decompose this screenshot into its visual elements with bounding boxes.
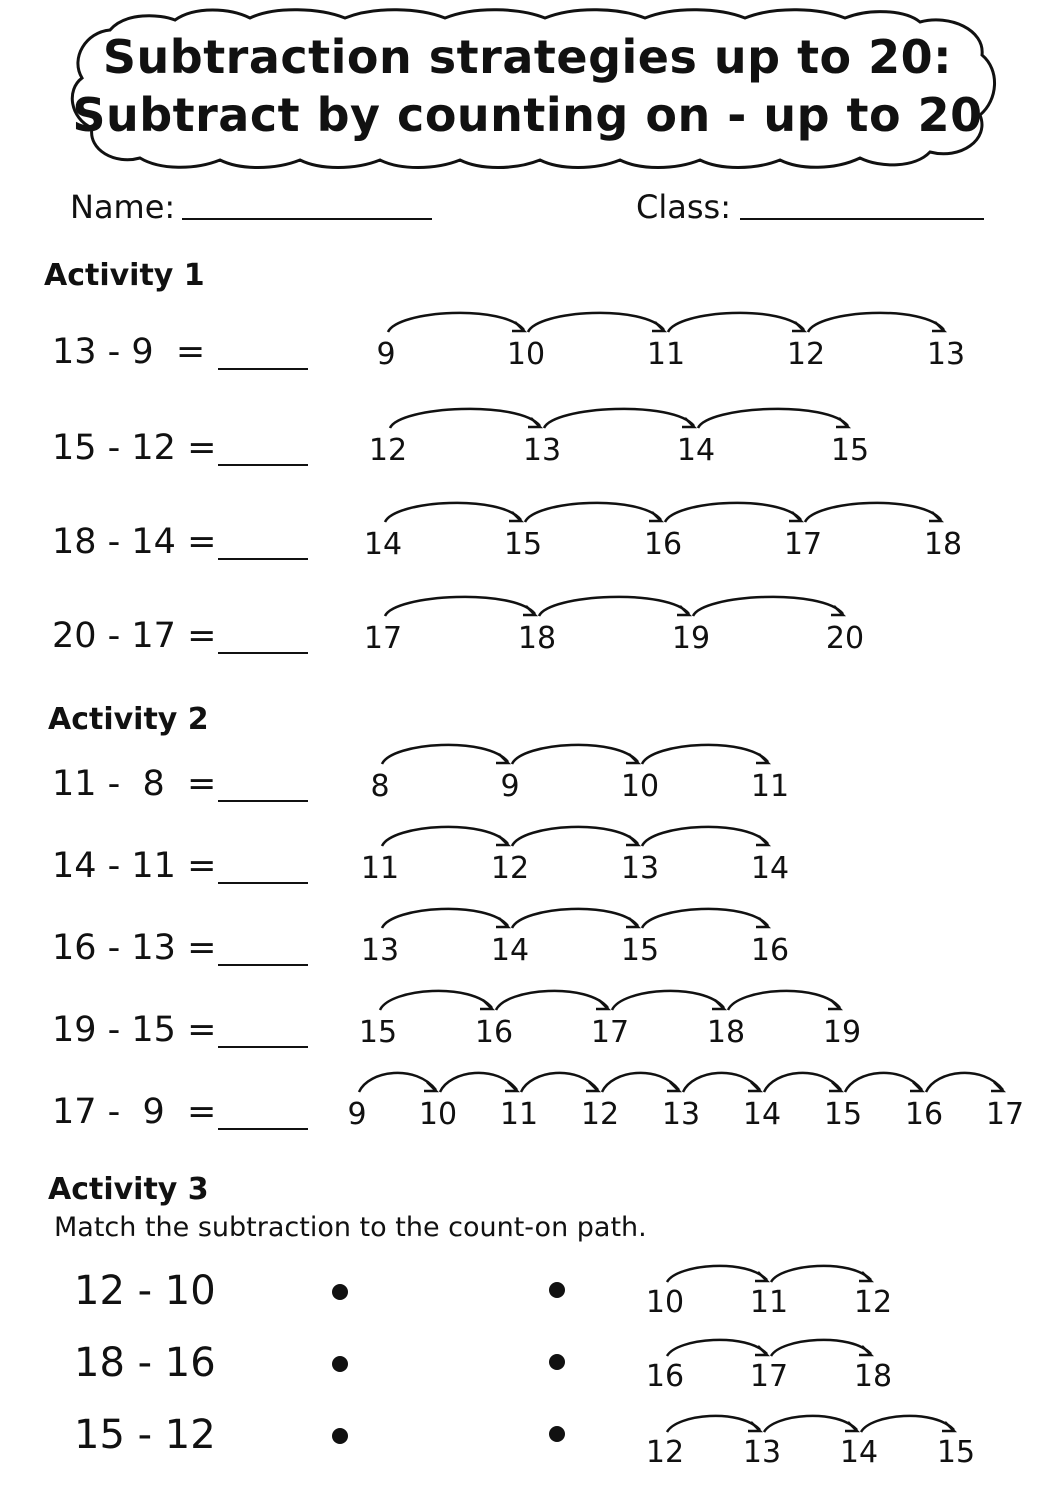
path-number-label: 12 — [490, 851, 530, 886]
path-number-label: 14 — [676, 433, 716, 468]
path-number-label: 14 — [363, 527, 403, 562]
subtraction-expression: 17 - 9 = — [52, 1092, 217, 1132]
path-number-label: 14 — [490, 933, 530, 968]
path-number-label: 14 — [750, 851, 790, 886]
match-path — [646, 1266, 892, 1320]
path-number-label: 15 — [358, 1015, 398, 1050]
path-number-label: 10 — [620, 769, 660, 804]
path-number-label: 20 — [825, 621, 865, 656]
hop-arc — [667, 1416, 760, 1432]
path-number-label: 18 — [923, 527, 963, 562]
path-number-label: 17 — [590, 1015, 630, 1050]
title-line-2: Subtract by counting on - up to 20 — [72, 88, 983, 142]
path-number-label: 8 — [370, 769, 390, 804]
hop-arc — [861, 1416, 954, 1432]
subtraction-expression: 15 - 12 = — [52, 428, 217, 468]
path-number-label: 15 — [620, 933, 660, 968]
path-number-label: 9 — [500, 769, 520, 804]
path-number-label: 10 — [418, 1097, 458, 1132]
name-label: Name: — [70, 188, 176, 226]
match-path — [646, 1416, 975, 1470]
path-number-label: 10 — [506, 337, 546, 372]
path-number-label: 17 — [985, 1097, 1025, 1132]
subtraction-expression: 11 - 8 = — [52, 764, 217, 804]
path-number-label: 12 — [368, 433, 408, 468]
path-number-label: 18 — [706, 1015, 746, 1050]
hop-arc — [667, 1340, 767, 1356]
path-number-label: 11 — [749, 1285, 789, 1320]
subtraction-expression: 14 - 11 = — [52, 846, 217, 886]
path-number-label: 16 — [904, 1097, 944, 1132]
path-number-label: 13 — [360, 933, 400, 968]
path-number-label: 14 — [839, 1435, 879, 1470]
path-number-label: 15 — [830, 433, 870, 468]
path-number-label: 11 — [750, 769, 790, 804]
class-label: Class: — [636, 188, 731, 226]
path-number-label: 19 — [671, 621, 711, 656]
subtraction-expression: 13 - 9 = — [52, 332, 206, 372]
subtraction-expression: 20 - 17 = — [52, 616, 217, 656]
match-path — [646, 1340, 892, 1394]
activity-2-heading: Activity 2 — [48, 702, 209, 737]
match-expression: 15 - 12 — [74, 1412, 216, 1458]
path-number-label: 12 — [786, 337, 826, 372]
path-number-label: 18 — [517, 621, 557, 656]
path-number-label: 17 — [783, 527, 823, 562]
path-number-label: 11 — [646, 337, 686, 372]
activity-3-heading: Activity 3 — [48, 1172, 209, 1207]
path-number-label: 17 — [363, 621, 403, 656]
path-number-label: 12 — [580, 1097, 620, 1132]
path-number-label: 13 — [926, 337, 966, 372]
path-number-label: 19 — [822, 1015, 862, 1050]
path-number-label: 18 — [853, 1359, 893, 1394]
path-number-label: 15 — [823, 1097, 863, 1132]
hop-arc — [764, 1416, 857, 1432]
path-number-label: 11 — [499, 1097, 539, 1132]
hop-arc — [771, 1340, 871, 1356]
activity-3-instruction: Match the subtraction to the count-on path. — [54, 1212, 647, 1243]
path-number-label: 13 — [661, 1097, 701, 1132]
path-number-label: 16 — [750, 933, 790, 968]
match-expression: 12 - 10 — [74, 1268, 216, 1314]
path-number-label: 12 — [853, 1285, 893, 1320]
path-number-label: 16 — [645, 1359, 685, 1394]
subtraction-expression: 19 - 15 = — [52, 1010, 217, 1050]
path-number-label: 15 — [503, 527, 543, 562]
path-number-label: 16 — [474, 1015, 514, 1050]
path-number-label: 11 — [360, 851, 400, 886]
path-number-label: 13 — [522, 433, 562, 468]
match-expression: 18 - 16 — [74, 1340, 216, 1386]
path-number-label: 16 — [643, 527, 683, 562]
path-number-label: 17 — [749, 1359, 789, 1394]
hop-arc — [667, 1266, 767, 1282]
path-number-label: 13 — [742, 1435, 782, 1470]
path-number-label: 10 — [645, 1285, 685, 1320]
path-number-label: 13 — [620, 851, 660, 886]
path-number-label: 14 — [742, 1097, 782, 1132]
subtraction-expression: 18 - 14 = — [52, 522, 217, 562]
title-line-1: Subtraction strategies up to 20: — [102, 30, 953, 84]
activity-1-heading: Activity 1 — [44, 258, 205, 293]
path-number-label: 12 — [645, 1435, 685, 1470]
hop-arc — [771, 1266, 871, 1282]
path-number-label: 9 — [347, 1097, 367, 1132]
path-number-label: 15 — [936, 1435, 976, 1470]
path-number-label: 9 — [376, 337, 396, 372]
subtraction-expression: 16 - 13 = — [52, 928, 217, 968]
